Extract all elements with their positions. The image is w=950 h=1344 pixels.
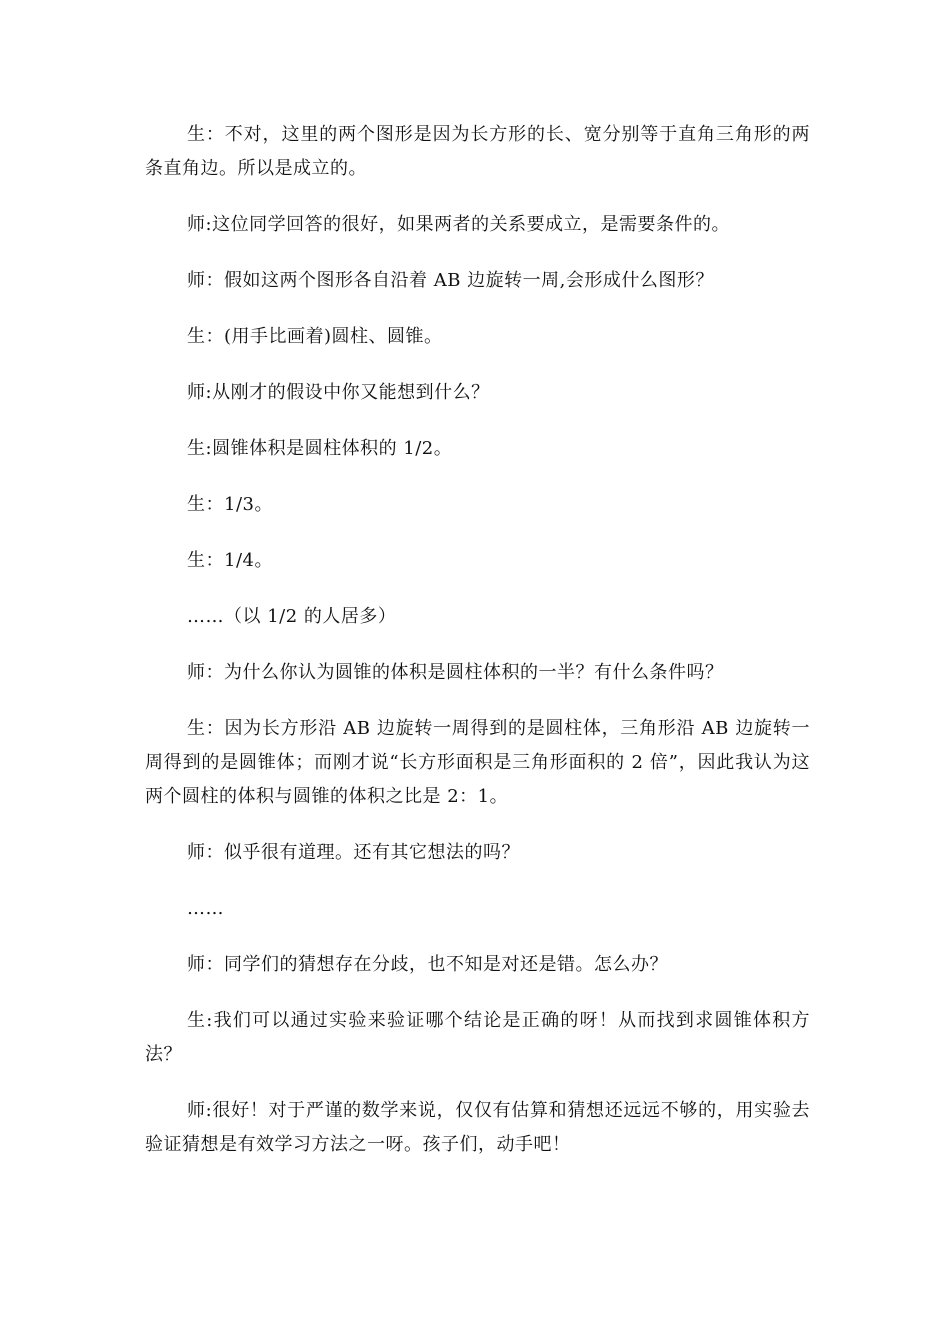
paragraph-16: 师:很好！对于严谨的数学来说，仅仅有估算和猜想还远远不够的，用实验去验证猜想是有效学习方法之一呀。孩子们，动手吧！ [145, 1100, 810, 1155]
paragraph-4: 生：(用手比画着)圆柱、圆锥。 [187, 326, 443, 347]
paragraph-14: 师：同学们的猜想存在分歧，也不知是对还是错。怎么办？ [187, 954, 668, 975]
paragraph-15: 生:我们可以通过实验来验证哪个结论是正确的呀！从而找到求圆锥体积方法？ [145, 1010, 810, 1065]
paragraph-10: 师：为什么你认为圆锥的体积是圆柱体积的一半？有什么条件吗？ [187, 662, 724, 683]
paragraph-12: 师：似乎很有道理。还有其它想法的吗？ [187, 842, 520, 863]
paragraph-1: 生：不对，这里的两个图形是因为长方形的长、宽分别等于直角三角形的两条直角边。所以是成立的。 [145, 124, 810, 179]
paragraph-2: 师:这位同学回答的很好，如果两者的关系要成立，是需要条件的。 [187, 214, 731, 235]
paragraph-5: 师:从刚才的假设中你又能想到什么？ [187, 382, 490, 403]
document-body [145, 118, 810, 1184]
paragraph-8: 生：1/4。 [187, 550, 273, 571]
paragraph-3: 师：假如这两个图形各自沿着 AB 边旋转一周,会形成什么图形？ [187, 270, 714, 291]
paragraph-7: 生：1/3。 [187, 494, 273, 515]
paragraph-9: ……（以 1/2 的人居多） [187, 606, 397, 627]
paragraph-11: 生：因为长方形沿 AB 边旋转一周得到的是圆柱体，三角形沿 AB 边旋转一周得到的是圆锥体；而刚才说“长方形面积是三角形面积的 2 倍”，因此我认为这两个圆柱的体积与圆锥的体积之比是 2：1。 [145, 718, 810, 807]
paragraph-6: 生:圆锥体积是圆柱体积的 1/2。 [187, 438, 453, 459]
paragraph-13: …… [187, 898, 224, 919]
